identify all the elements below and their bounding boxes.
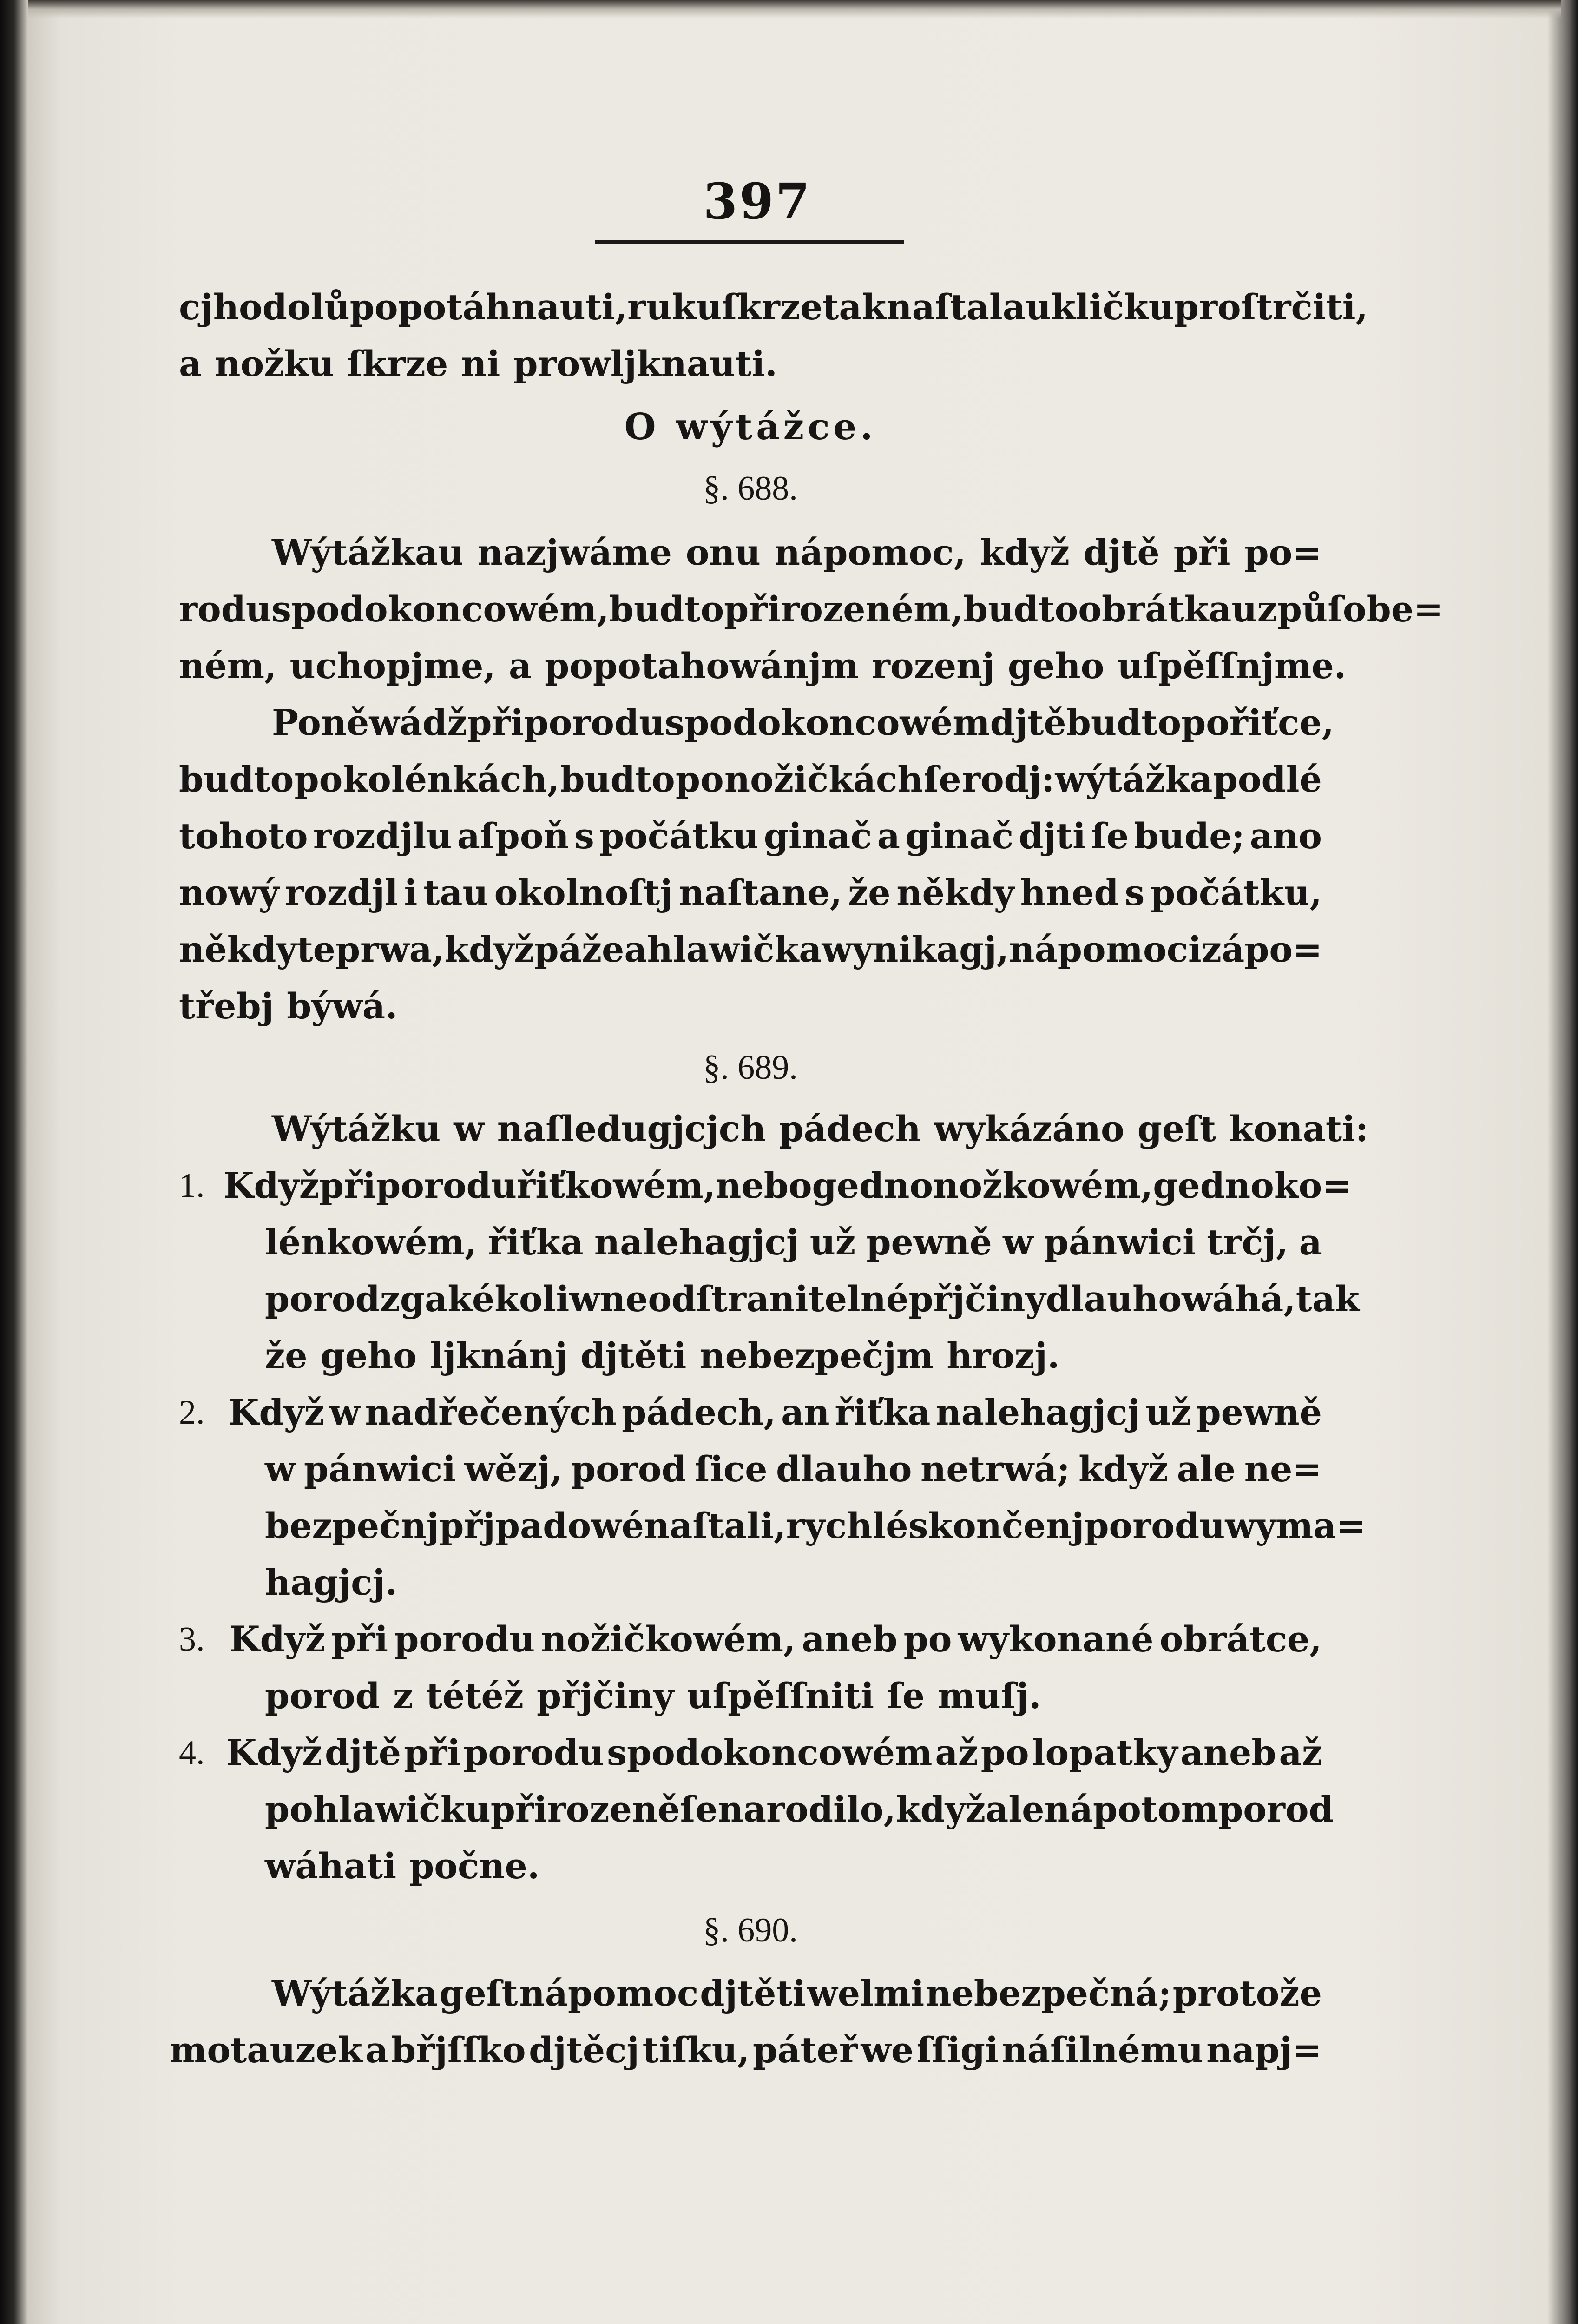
text-line: tohoto rozdjlu aſpoň s počátku ginač a ginač djti ſe bude; ano — [179, 815, 1322, 857]
text-line: Poněwádž při porodu spodokoncowém djtě budto po řiťce, — [272, 702, 1335, 743]
text-line: nowý rozdjl i tau okolnoſtj naſtane, že někdy hned s počátku, — [179, 872, 1322, 913]
text-line: a nožku ſkrze ni prowljknauti. — [179, 343, 777, 384]
text-line: porod z tétéž přjčiny uſpěſſniti ſe muſj. — [265, 1675, 1041, 1717]
text-line: rodu spodokoncowém, budto přirozeném, budto obrátkau způſobe= — [179, 588, 1443, 630]
text-line: 4. Když djtě při porodu spodokoncowém až po lopatky aneb až — [179, 1732, 1322, 1773]
text-line: bezpečnj přjpadowé naſtali, rychlé skončenj porodu wyma= — [265, 1505, 1366, 1546]
text-line: 2. Když w nadřečených pádech, an řiťka nalehagjcj už pewně — [179, 1392, 1322, 1433]
text-line: 3. Když při porodu nožičkowém, aneb po wykonané obrátce, — [179, 1618, 1322, 1660]
page-number-rule — [595, 240, 904, 244]
text-line: wáhati počne. — [265, 1845, 540, 1887]
text-line: lénkowém, řiťka nalehagjcj už pewně w pánwici trčj, a — [265, 1221, 1322, 1263]
text-line: 1. Když při porodu řiťkowém, nebo gednonožkowém, gednoko= — [179, 1165, 1352, 1206]
text-line: porod z gakékoliw neodſtranitelné přjčiny dlauho wáhá, tak — [265, 1278, 1360, 1320]
text-line: Wýtážkau nazjwáme onu nápomoc, když djtě při po= — [272, 532, 1322, 573]
section-number: §. 688. — [703, 469, 798, 508]
page-edge-top — [28, 0, 1561, 19]
text-line: někdy teprwa, když páže a hlawička wynikagj, nápomoci zápo= — [179, 929, 1322, 970]
text-line: w pánwici wězj, porod ſice dlauho netrwá; když ale ne= — [265, 1448, 1322, 1490]
text-line: Wýtážka geſt nápomoc djtěti welmi nebezpečná; protože — [272, 1973, 1322, 2014]
text-line: cjho dolů popotáhnauti, ruku ſkrze tak naſtalau kličku proſtrčiti, — [179, 286, 1368, 328]
text-line: hagjcj. — [265, 1562, 398, 1603]
section-number: §. 689. — [703, 1049, 798, 1087]
section-number: §. 690. — [703, 1911, 798, 1949]
text-line: že geho ljknánj djtěti nebezpečjm hrozj. — [265, 1335, 1060, 1376]
page-text — [170, 279, 1443, 2079]
section-heading: O wýtážce. — [624, 406, 877, 448]
text-line: po hlawičku přirozeně ſe narodilo, když ale nápotom porod — [265, 1789, 1334, 1830]
text-line: budto po kolénkách, budto po nožičkách ſe rodj: wýtážka podlé — [179, 759, 1322, 800]
page-number: 397 — [703, 172, 812, 230]
text-line: ném, uchopjme, a popotahowánjm rozenj geho uſpěſſnjme. — [179, 645, 1347, 687]
text-line: Wýtážku w naſledugjcjch pádech wykázáno geſt konati: — [272, 1108, 1368, 1149]
text-line: motauzek a břjſſko djtěcj tiſku, páteř we ſſigi náſilnému napj= — [170, 2029, 1322, 2071]
text-line: třebj býwá. — [179, 985, 398, 1027]
